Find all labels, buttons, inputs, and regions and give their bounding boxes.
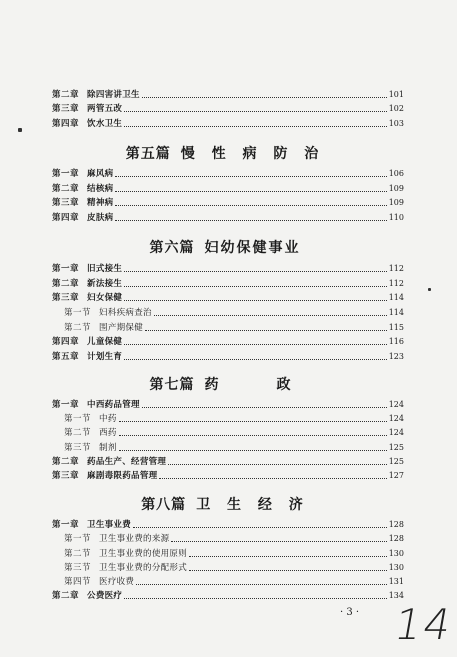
entry-title: 旧式接生 xyxy=(87,264,123,274)
entry-number: 第四章 xyxy=(52,213,80,223)
leader-dots xyxy=(142,97,387,98)
entry-number: 第二节 xyxy=(64,549,92,559)
leader-dots xyxy=(189,570,387,571)
entry-page: 125 xyxy=(388,457,404,466)
toc-entry xyxy=(52,211,404,223)
entry-page: 124 xyxy=(388,428,404,437)
entry-title: 制剂 xyxy=(99,443,117,453)
part-name: 药 政 xyxy=(204,377,301,393)
toc-entry xyxy=(52,88,404,100)
leader-dots xyxy=(171,541,386,542)
entry-number: 第一节 xyxy=(64,414,92,424)
entry-page: 109 xyxy=(388,198,404,207)
scan-speck xyxy=(428,288,431,291)
entry-title: 麻剧毒限药品管理 xyxy=(87,471,158,481)
entry-title: 药品生产、经营管理 xyxy=(87,457,167,467)
leader-dots xyxy=(124,359,387,360)
entry-title: 新法接生 xyxy=(87,279,123,289)
entry-number: 第三章 xyxy=(52,104,80,114)
toc-entry xyxy=(52,182,404,194)
entry-title: 卫生事业费的使用原则 xyxy=(99,549,188,559)
entry-page: 130 xyxy=(388,549,404,558)
entry-page: 127 xyxy=(388,471,404,480)
part-heading xyxy=(0,143,450,163)
toc-subentry xyxy=(64,561,404,573)
toc-entry xyxy=(52,518,404,530)
entry-number: 第一章 xyxy=(52,520,80,530)
toc-entry xyxy=(52,196,404,208)
entry-page: 124 xyxy=(388,400,404,409)
entry-page: 114 xyxy=(388,293,404,302)
leader-dots xyxy=(124,111,387,112)
part-name: 卫 生 经 济 xyxy=(196,497,309,513)
leader-dots xyxy=(145,330,387,331)
toc-subentry xyxy=(64,547,404,559)
entry-title: 卫生事业费的来源 xyxy=(99,534,170,544)
entry-number: 第一节 xyxy=(64,534,92,544)
entry-title: 公费医疗 xyxy=(87,591,123,601)
entry-number: 第四节 xyxy=(64,577,92,587)
entry-number: 第二节 xyxy=(64,428,92,438)
entry-number: 第三章 xyxy=(52,293,80,303)
entry-number: 第二章 xyxy=(52,90,80,100)
part-name: 妇幼保健事业 xyxy=(204,240,301,256)
entry-page: 109 xyxy=(388,184,404,193)
entry-number: 第一章 xyxy=(52,264,80,274)
entry-page: 124 xyxy=(388,414,404,423)
entry-page: 112 xyxy=(388,264,404,273)
entry-number: 第三节 xyxy=(64,563,92,573)
entry-number: 第一章 xyxy=(52,400,80,410)
part-label: 第八篇 xyxy=(141,497,187,513)
leader-dots xyxy=(119,421,387,422)
entry-title: 皮肤病 xyxy=(87,213,114,223)
entry-number: 第二节 xyxy=(64,323,92,333)
entry-title: 饮水卫生 xyxy=(87,119,123,129)
entry-title: 医疗收费 xyxy=(99,577,135,587)
leader-dots xyxy=(115,176,386,177)
part-heading xyxy=(0,494,450,514)
entry-page: 114 xyxy=(388,308,404,317)
entry-number: 第二章 xyxy=(52,591,80,601)
part-label: 第五篇 xyxy=(125,146,171,162)
toc-subentry xyxy=(64,426,404,438)
toc-entry xyxy=(52,277,404,289)
entry-page: 102 xyxy=(388,104,404,113)
entry-number: 第二章 xyxy=(52,184,80,194)
entry-number: 第二章 xyxy=(52,279,80,289)
toc-entry xyxy=(52,398,404,410)
entry-title: 计划生育 xyxy=(87,352,123,362)
leader-dots xyxy=(133,527,387,528)
part-label: 第六篇 xyxy=(149,240,195,256)
entry-number: 第四章 xyxy=(52,119,80,129)
entry-page: 131 xyxy=(388,577,404,586)
handwritten-number: 14 xyxy=(390,600,457,649)
entry-page: 123 xyxy=(388,352,404,361)
entry-number: 第一章 xyxy=(52,169,80,179)
toc-entry xyxy=(52,102,404,114)
leader-dots xyxy=(124,126,387,127)
entry-page: 116 xyxy=(388,337,404,346)
entry-title: 妇女保健 xyxy=(87,293,123,303)
toc-subentry xyxy=(64,575,404,587)
part-heading xyxy=(0,237,450,257)
part-heading xyxy=(0,374,450,394)
entry-title: 西药 xyxy=(99,428,117,438)
entry-page: 130 xyxy=(388,563,404,572)
entry-title: 妇科疾病查治 xyxy=(99,308,152,318)
entry-page: 115 xyxy=(388,323,404,332)
entry-number: 第五章 xyxy=(52,352,80,362)
leader-dots xyxy=(124,344,387,345)
entry-page: 125 xyxy=(388,443,404,452)
toc-entry xyxy=(52,335,404,347)
page-number: · 3 · xyxy=(340,607,360,618)
entry-title: 卫生事业费 xyxy=(87,520,132,530)
entry-title: 除四害讲卫生 xyxy=(87,90,140,100)
leader-dots xyxy=(168,464,387,465)
entry-page: 128 xyxy=(388,534,404,543)
entry-title: 围产期保健 xyxy=(99,323,144,333)
entry-title: 中药 xyxy=(99,414,117,424)
toc-entry xyxy=(52,117,404,129)
toc-subentry xyxy=(64,412,404,424)
entry-title: 卫生事业费的分配形式 xyxy=(99,563,188,573)
leader-dots xyxy=(124,300,387,301)
leader-dots xyxy=(159,478,386,479)
toc-entry xyxy=(52,291,404,303)
toc-subentry xyxy=(64,321,404,333)
entry-page: 103 xyxy=(388,119,404,128)
leader-dots xyxy=(119,450,387,451)
leader-dots xyxy=(124,271,387,272)
leader-dots xyxy=(154,315,387,316)
leader-dots xyxy=(142,407,387,408)
leader-dots xyxy=(124,286,387,287)
toc-entry xyxy=(52,262,404,274)
toc-entry xyxy=(52,350,404,362)
entry-number: 第三节 xyxy=(64,443,92,453)
entry-number: 第三章 xyxy=(52,471,80,481)
part-label: 第七篇 xyxy=(149,377,195,393)
toc-entry xyxy=(52,469,404,481)
entry-page: 128 xyxy=(388,520,404,529)
leader-dots xyxy=(136,584,387,585)
entry-title: 儿童保健 xyxy=(87,337,123,347)
entry-number: 第四章 xyxy=(52,337,80,347)
leader-dots xyxy=(115,191,386,192)
entry-title: 两管五改 xyxy=(87,104,123,114)
entry-title: 中西药品管理 xyxy=(87,400,140,410)
entry-page: 134 xyxy=(388,591,404,600)
entry-number: 第二章 xyxy=(52,457,80,467)
toc-entry xyxy=(52,589,404,601)
toc-subentry xyxy=(64,532,404,544)
leader-dots xyxy=(124,598,387,599)
part-name: 慢 性 病 防 治 xyxy=(180,146,325,162)
toc-entry xyxy=(52,167,404,179)
scan-speck xyxy=(18,128,22,132)
entry-page: 106 xyxy=(388,169,404,178)
leader-dots xyxy=(119,435,387,436)
leader-dots xyxy=(115,205,386,206)
toc-entry xyxy=(52,455,404,467)
leader-dots xyxy=(115,220,386,221)
entry-page: 110 xyxy=(388,213,404,222)
leader-dots xyxy=(189,556,387,557)
entry-page: 112 xyxy=(388,279,404,288)
entry-number: 第一节 xyxy=(64,308,92,318)
entry-title: 麻风病 xyxy=(87,169,114,179)
entry-number: 第三章 xyxy=(52,198,80,208)
entry-title: 精神病 xyxy=(87,198,114,208)
entry-page: 101 xyxy=(388,90,404,99)
toc-subentry xyxy=(64,306,404,318)
entry-title: 结核病 xyxy=(87,184,114,194)
toc-subentry xyxy=(64,441,404,453)
